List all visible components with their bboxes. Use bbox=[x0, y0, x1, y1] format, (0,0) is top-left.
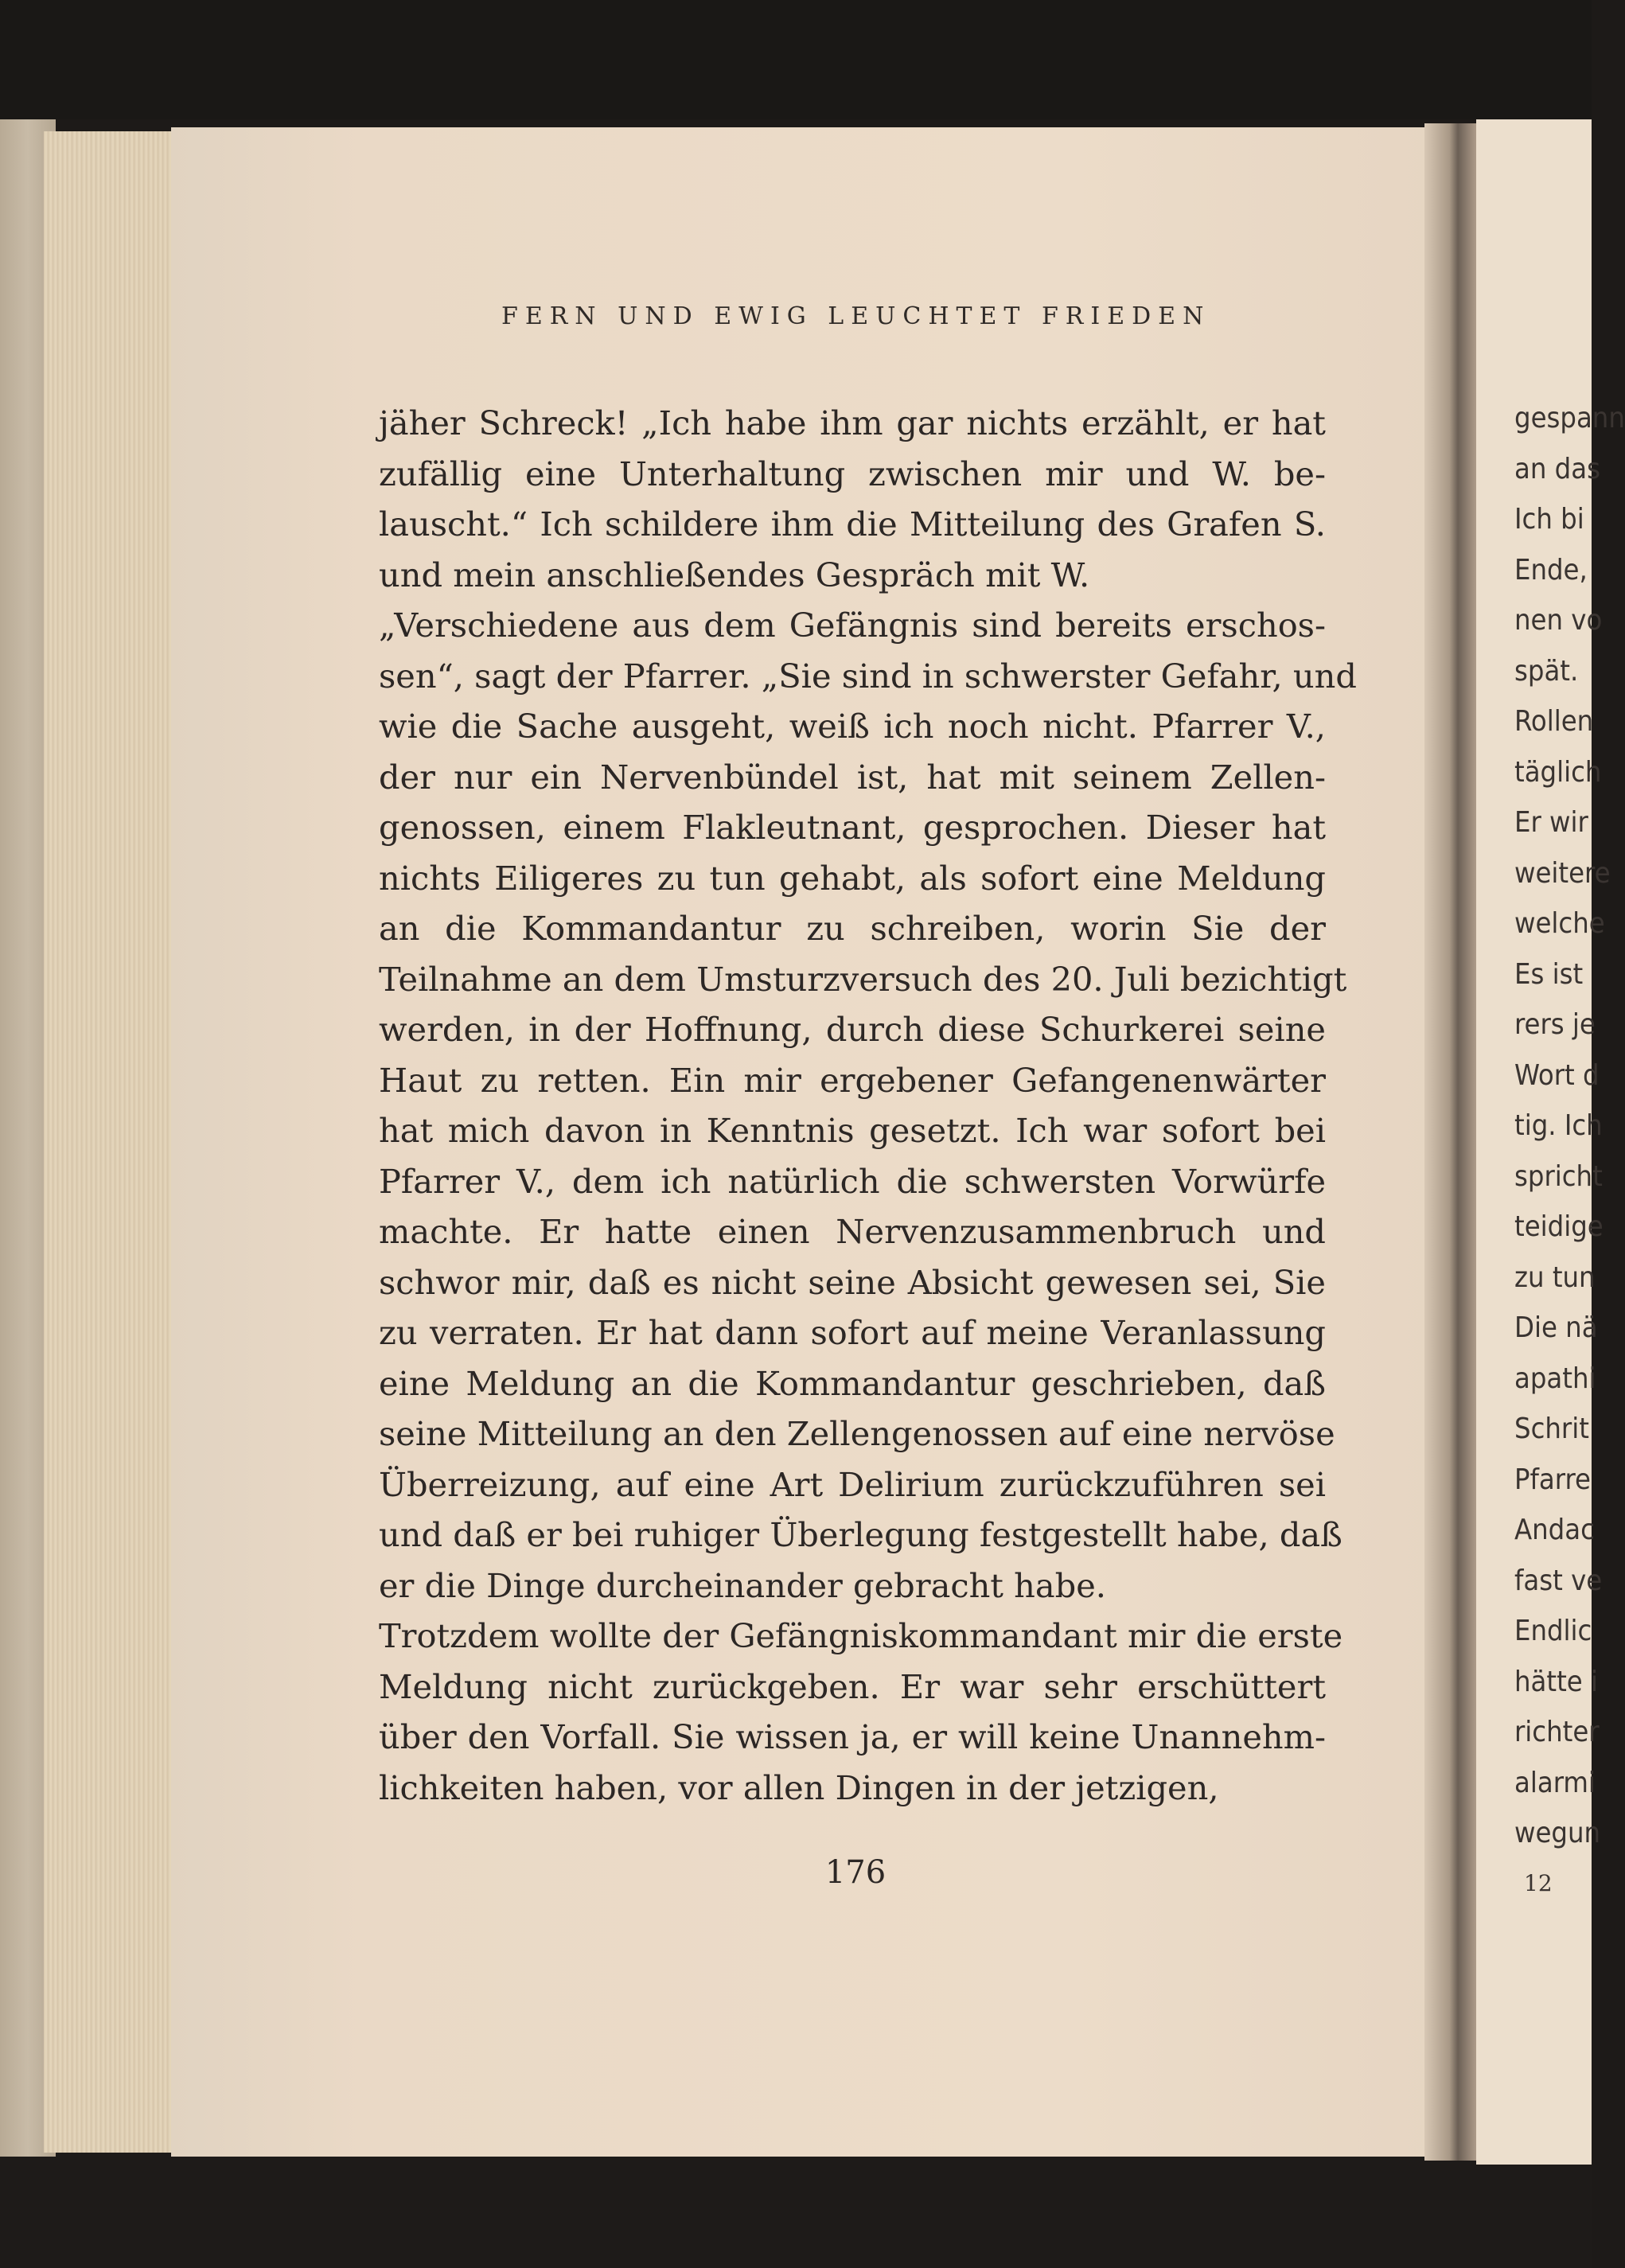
right-page-line: Die nä bbox=[1514, 1311, 1598, 1344]
right-page bbox=[1476, 119, 1625, 2165]
text-line: „Verschiedene aus dem Gefängnis sind bereits erschos- bbox=[379, 606, 1326, 645]
text-line: hat mich davon in Kenntnis gesetzt. Ich war sofort bei bbox=[379, 1111, 1326, 1150]
right-page-line: Wort d bbox=[1514, 1058, 1600, 1092]
right-page-line: nen vo bbox=[1514, 604, 1603, 637]
right-page-line: täglich bbox=[1514, 755, 1602, 789]
right-page-line: tig. Ich bbox=[1514, 1109, 1603, 1142]
right-page-number: 12 bbox=[1524, 1870, 1553, 1896]
right-page-line: Es ist bbox=[1514, 957, 1584, 991]
right-page-line: Er wir bbox=[1514, 806, 1588, 839]
right-page-line: gespann bbox=[1514, 402, 1625, 435]
text-line: über den Vorfall. Sie wissen ja, er will keine Unannehm- bbox=[379, 1717, 1326, 1756]
text-line: lichkeiten haben, vor allen Dingen in der jetzigen, bbox=[379, 1767, 1219, 1807]
text-line: schwor mir, daß es nicht seine Absicht gewesen sei, Sie bbox=[379, 1262, 1326, 1302]
text-line: an die Kommandantur zu schreiben, worin Sie der bbox=[379, 909, 1326, 948]
right-page-line: Schrit bbox=[1514, 1413, 1589, 1445]
right-page-line: Ende, bbox=[1514, 553, 1588, 586]
text-line: wie die Sache ausgeht, weiß ich noch nicht. Pfarrer V., bbox=[379, 707, 1326, 746]
page-stack-edge bbox=[44, 131, 179, 2153]
right-page-line: Andac bbox=[1514, 1514, 1595, 1546]
text-line: zu verraten. Er hat dann sofort auf meine Veranlassung bbox=[379, 1313, 1326, 1352]
text-line: er die Dinge durcheinander gebracht habe. bbox=[379, 1565, 1106, 1605]
right-page-line: rers je bbox=[1514, 1008, 1596, 1041]
right-page-line: teidige bbox=[1514, 1210, 1604, 1243]
right-page-line: zu tun bbox=[1514, 1261, 1596, 1294]
text-line: machte. Er hatte einen Nervenzusammenbruch und bbox=[379, 1212, 1326, 1251]
text-line: Trotzdem wollte der Gefängniskommandant mir die erste bbox=[379, 1616, 1343, 1655]
text-line: nichts Eiligeres zu tun gehabt, als sofort eine Meldung bbox=[379, 858, 1326, 898]
text-line: zufällig eine Unterhaltung zwischen mir und W. be- bbox=[379, 454, 1326, 493]
right-page-line: fast ve bbox=[1514, 1564, 1603, 1597]
right-page-line: Endlic bbox=[1514, 1615, 1592, 1647]
running-header: FERN UND EWIG LEUCHTET FRIEDEN bbox=[501, 302, 1211, 330]
right-page-line: spät. bbox=[1514, 654, 1579, 688]
text-line: Meldung nicht zurückgeben. Er war sehr erschüttert bbox=[379, 1666, 1326, 1706]
body-text bbox=[379, 398, 1357, 1813]
right-page-line: Rollen bbox=[1514, 705, 1594, 738]
book-gutter bbox=[1424, 123, 1480, 2161]
background-top bbox=[0, 0, 1592, 119]
text-line: der nur ein Nervenbündel ist, hat mit seinem Zellen- bbox=[379, 757, 1326, 797]
page-number: 176 bbox=[824, 1854, 887, 1891]
right-page-line: Ich bi bbox=[1514, 503, 1584, 536]
text-line: seine Mitteilung an den Zellengenossen auf eine nervöse bbox=[379, 1414, 1335, 1453]
text-line: Pfarrer V., dem ich natürlich die schwersten Vorwürfe bbox=[379, 1161, 1326, 1201]
text-line: Teilnahme an dem Umsturzversuch des 20. Juli bezichtigt bbox=[379, 959, 1347, 999]
text-line: Haut zu retten. Ein mir ergebener Gefangenenwärter bbox=[379, 1060, 1326, 1100]
text-line: und daß er bei ruhiger Überlegung festgestellt habe, daß bbox=[379, 1515, 1342, 1554]
right-page-line: richter bbox=[1514, 1716, 1600, 1748]
text-line: eine Meldung an die Kommandantur geschrieben, daß bbox=[379, 1363, 1326, 1403]
text-line: genossen, einem Flakleutnant, gesprochen. Dieser hat bbox=[379, 808, 1326, 847]
right-page-line: spricht bbox=[1514, 1159, 1603, 1193]
text-line: werden, in der Hoffnung, durch diese Schurkerei seine bbox=[379, 1010, 1326, 1049]
text-line: Überreizung, auf eine Art Delirium zurückzuführen sei bbox=[379, 1464, 1326, 1504]
right-page-line: Pfarre bbox=[1514, 1463, 1591, 1496]
text-line: jäher Schreck! „Ich habe ihm gar nichts erzählt, er hat bbox=[379, 403, 1326, 442]
background-bottom bbox=[0, 2149, 1592, 2268]
text-line: lauscht.“ Ich schildere ihm die Mitteilung des Grafen S. bbox=[379, 505, 1326, 544]
right-page-line: welche bbox=[1514, 907, 1605, 940]
text-line: und mein anschließendes Gespräch mit W. bbox=[379, 555, 1090, 594]
right-page-line: apathi bbox=[1514, 1362, 1596, 1395]
right-page-line: hätte i bbox=[1514, 1665, 1598, 1698]
right-page-line: an das bbox=[1514, 452, 1600, 485]
right-page-line: weitere bbox=[1514, 856, 1611, 890]
right-page-line: wegun bbox=[1514, 1817, 1601, 1849]
right-page-line: alarmi bbox=[1514, 1766, 1596, 1799]
text-line: sen“, sagt der Pfarrer. „Sie sind in schwerster Gefahr, und bbox=[379, 656, 1357, 696]
